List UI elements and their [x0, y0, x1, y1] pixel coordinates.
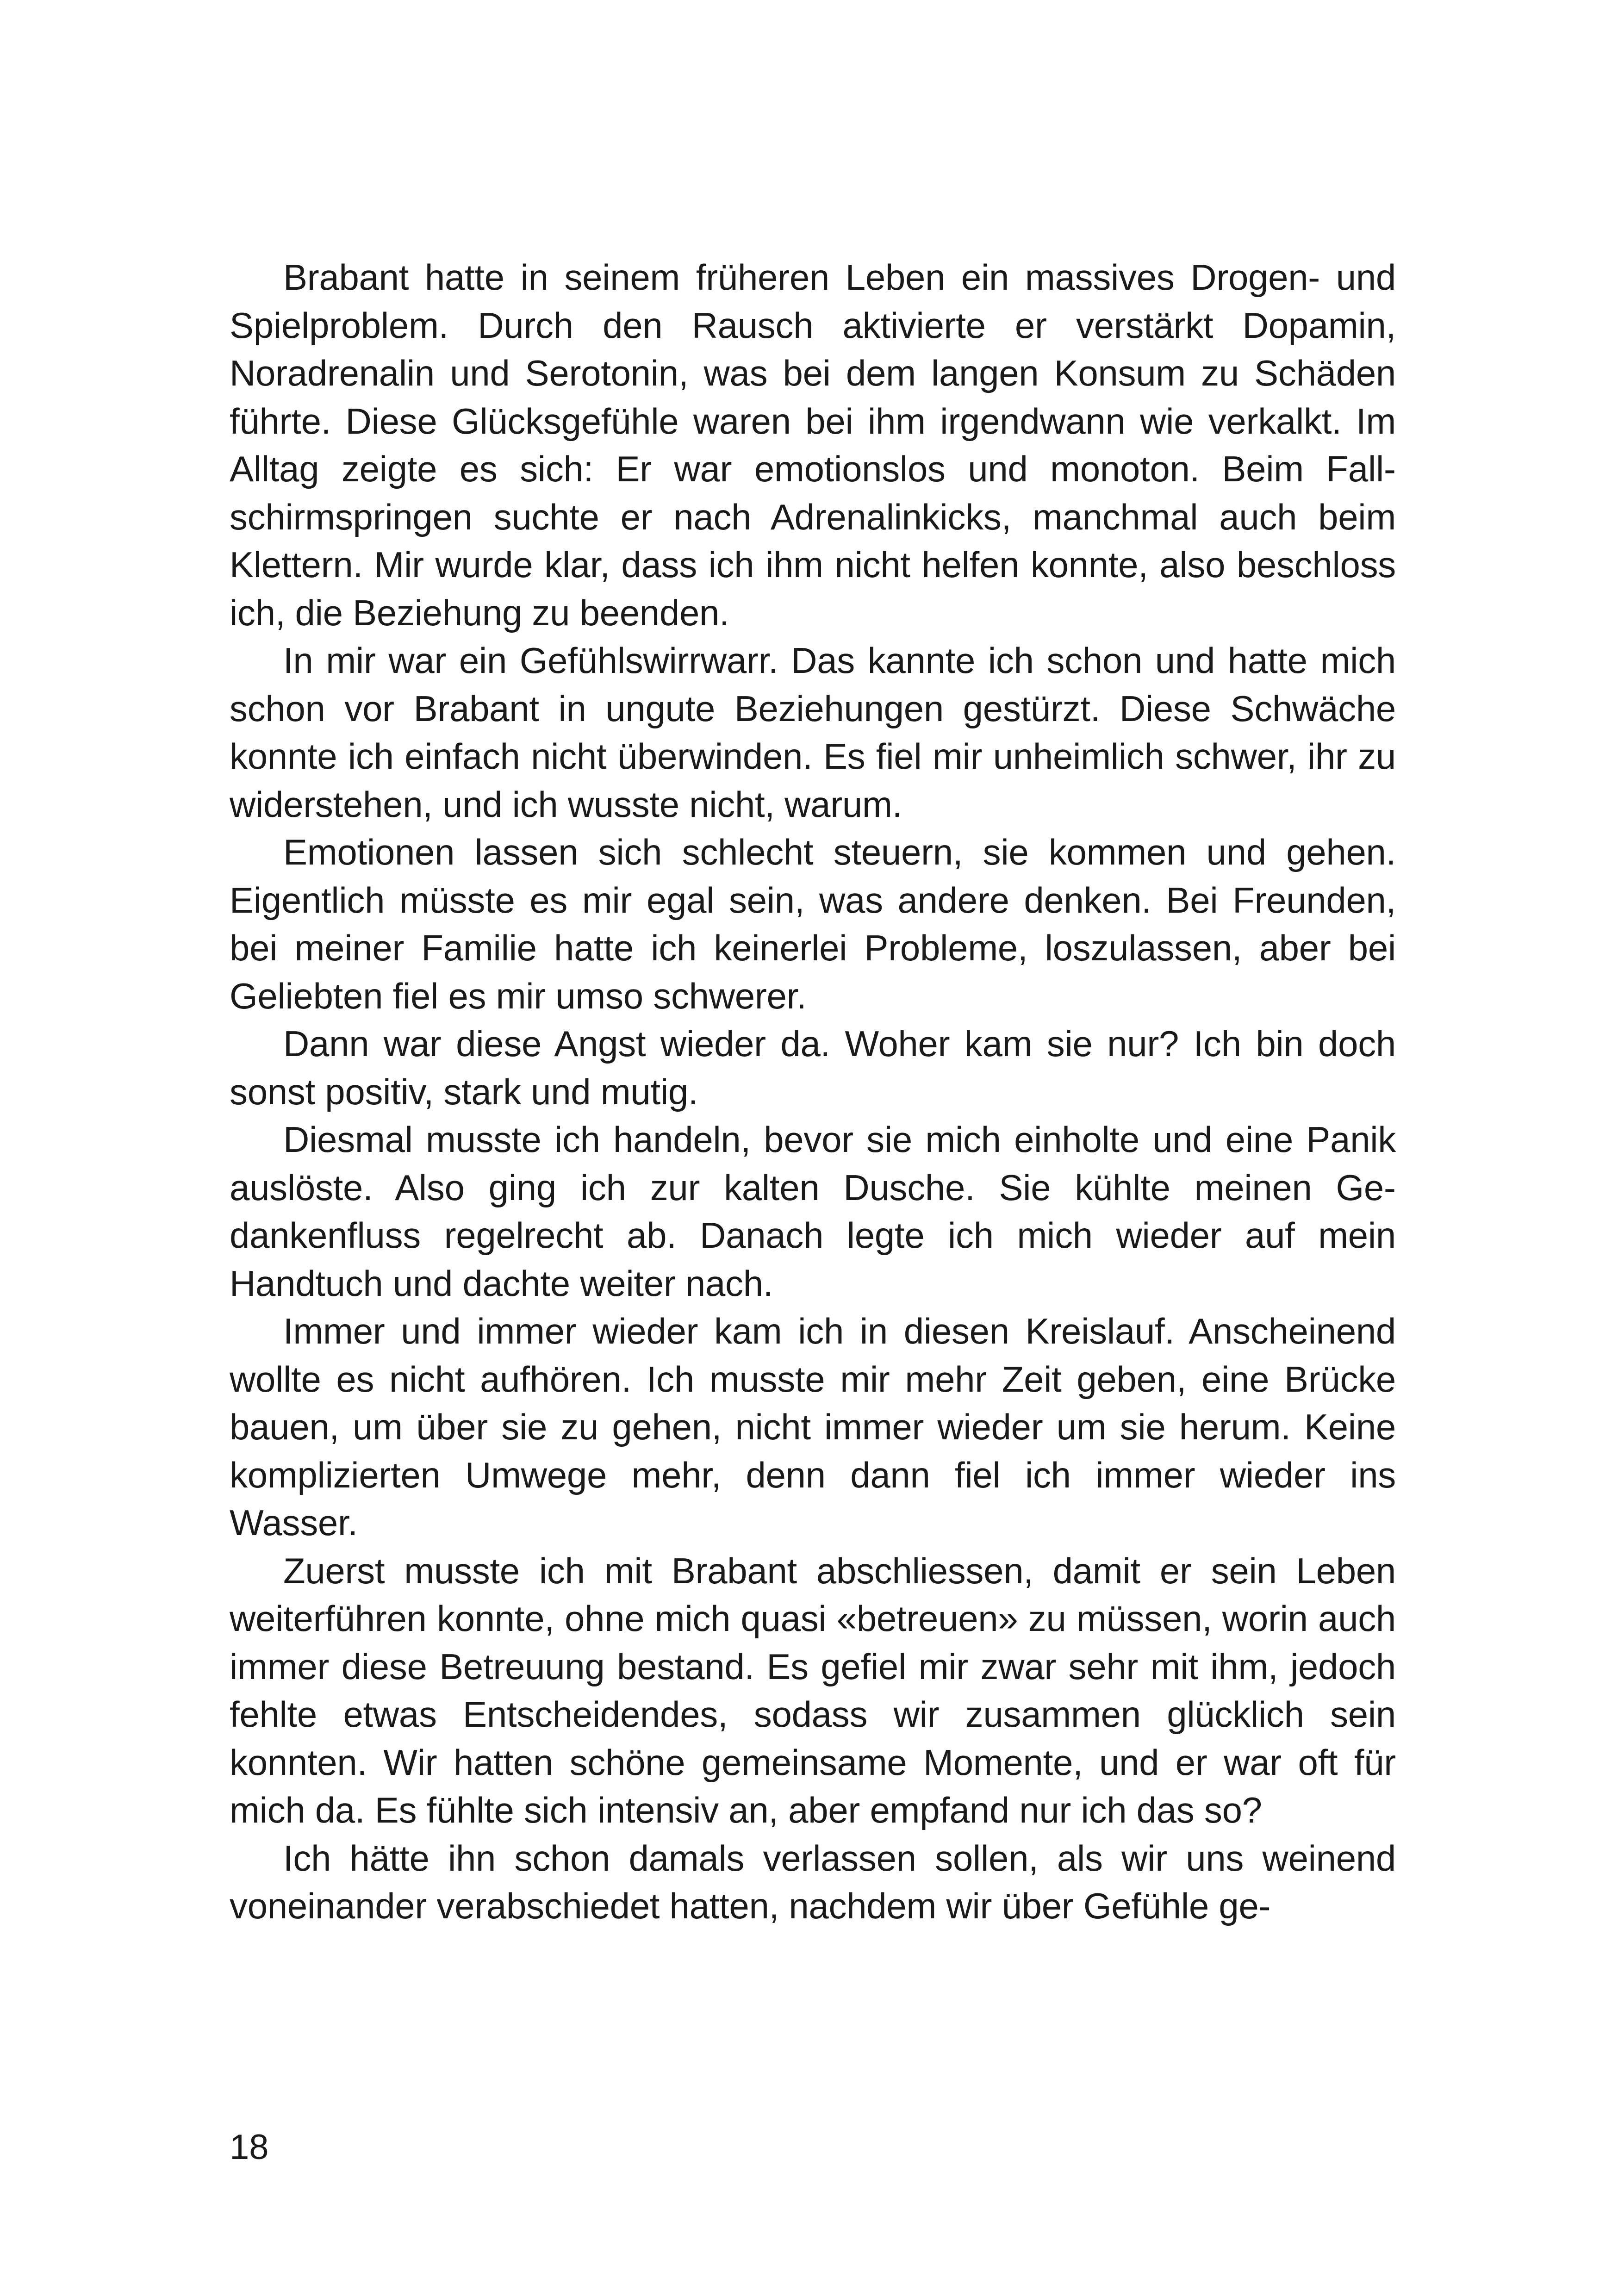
body-text: [230, 254, 1396, 1930]
paragraph-8: Ich hätte ihn schon damals verlassen sollen, als wir uns weinend voneinander verabschiedet hatten, nachdem wir über Gefühle ge-: [230, 1837, 1396, 1926]
paragraph-2: In mir war ein Gefühlswirrwarr. Das kannte ich schon und hatte mich schon vor Brabant in ungute Beziehungen gestürzt. Diese Schwäche konnte ich einfach nicht überwinden. Es fiel mir unheimlich schwer, ihr zu widerstehen, und ich wusste nicht, warum.: [230, 640, 1396, 825]
paragraph-4: Dann war diese Angst wieder da. Woher kam sie nur? Ich bin doch sonst positiv, stark und mutig.: [230, 1023, 1396, 1112]
paragraph-7: Zuerst musste ich mit Brabant abschliessen, damit er sein Leben weiterführen konnte, ohne mich quasi «betreuen» zu müssen, worin auch immer diese Betreuung bestand. Es gefiel mir zwar sehr mit ihm, jedoch fehlte etwas Entscheidendes, sodass wir zusammen glücklich sein konnten. Wir hatten schöne gemeinsame Momente, und er war oft für mich da. Es fühlte sich intensiv an, aber empfand nur ich das so?: [230, 1550, 1396, 1830]
paragraph-3: Emotionen lassen sich schlecht steuern, sie kommen und gehen. Eigentlich müsste es mir egal sein, was andere denken. Bei Freunden, bei meiner Familie hatte ich keinerlei Probleme, loszulassen, aber bei Geliebten fiel es mir umso schwerer.: [230, 832, 1396, 1016]
page-number: 18: [230, 2128, 269, 2167]
paragraph-1: Brabant hatte in seinem früheren Leben ein massives Drogen- und Spielproblem. Durch den Rausch aktivierte er verstärkt Dopamin, Noradrenalin und Serotonin, was bei dem langen Konsum zu Schäden führte. Diese Glücksgefühle waren bei ihm irgendwann wie verkalkt. Im Alltag zeigte es sich: Er war emotionslos und monoton. Beim Fallschirmspringen suchte er nach Adrenalinkicks, manchmal auch beim Klettern. Mir wurde klar, dass ich ihm nicht helfen konnte, also beschloss ich, die Beziehung zu beenden.: [230, 257, 1396, 633]
paragraph-5: Diesmal musste ich handeln, bevor sie mich einholte und eine Panik auslöste. Also ging ich zur kalten Dusche. Sie kühlte meinen Gedankenfluss regelrecht ab. Danach legte ich mich wieder auf mein Handtuch und dachte weiter nach.: [230, 1119, 1396, 1304]
paragraph-6: Immer und immer wieder kam ich in diesen Kreislauf. Anscheinend wollte es nicht aufhören. Ich musste mir mehr Zeit geben, eine Brücke bauen, um über sie zu gehen, nicht immer wieder um sie herum. Keine komplizierten Umwege mehr, denn dann fiel ich immer wieder ins Wasser.: [230, 1311, 1396, 1543]
